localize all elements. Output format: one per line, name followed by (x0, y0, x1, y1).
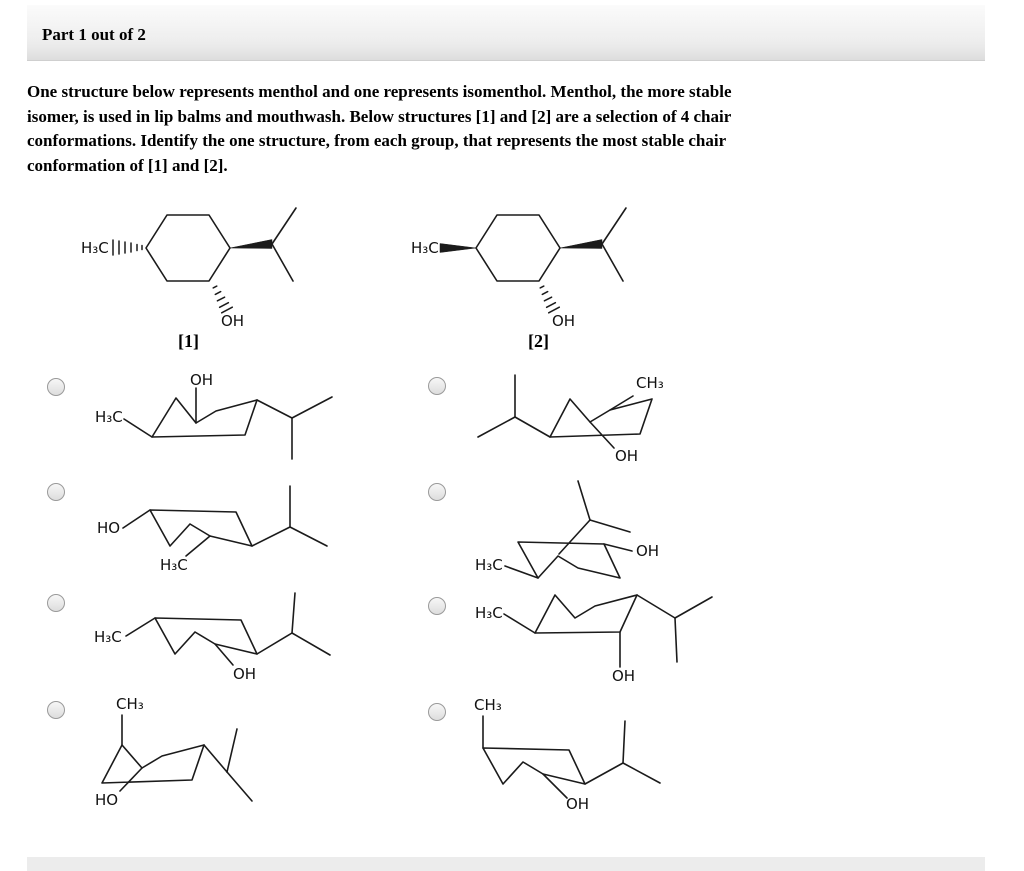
r1-methyl-label: CH₃ (636, 374, 664, 392)
structure-2-label: [2] (528, 331, 549, 351)
option-r1-drawing (478, 375, 652, 448)
l3-methyl-label: H₃C (94, 628, 122, 646)
structure-1-label: [1] (178, 331, 199, 351)
option-r3-drawing (504, 595, 712, 667)
question-line-3: conformations. Identify the one structure, from each group, that represents the most stable chair (27, 131, 727, 150)
structure-2-drawing (440, 208, 626, 313)
r4-hydroxyl-label: OH (566, 795, 590, 813)
radio-struct2-option2[interactable] (428, 483, 446, 501)
option-r4-drawing (483, 716, 660, 798)
question-line-4: conformation of [1] and [2]. (27, 155, 228, 175)
option-l2-drawing (123, 486, 327, 556)
structure-1-drawing (113, 208, 296, 313)
r3-methyl-label: H₃C (475, 604, 503, 622)
radio-struct1-option4[interactable] (47, 701, 65, 719)
r2-methyl-label: H₃C (475, 556, 503, 574)
r4-methyl-label: CH₃ (474, 696, 502, 714)
l1-methyl-label: H₃C (95, 408, 123, 426)
l2-hydroxyl-label: HO (97, 519, 121, 537)
r1-hydroxyl-label: OH (615, 447, 639, 465)
radio-struct1-option3[interactable] (47, 594, 65, 612)
option-l1-drawing (124, 388, 332, 459)
s2-methyl-label: H₃C (411, 239, 439, 257)
s2-hydroxyl-label: OH (552, 312, 576, 330)
option-r2-drawing (505, 481, 632, 578)
l1-hydroxyl-label: OH (190, 371, 214, 389)
r2-hydroxyl-label: OH (636, 542, 660, 560)
question-line-2: isomer, is used in lip balms and mouthwash. Below structures [1] and [2] are a selection of 4 chair (27, 106, 732, 126)
radio-struct1-option2[interactable] (47, 483, 65, 501)
s1-hydroxyl-label: OH (221, 312, 245, 330)
part-header-title: Part 1 out of 2 (42, 25, 146, 44)
question-line-1: One structure below represents menthol and one represents isomenthol. Menthol, the more stable (27, 82, 732, 101)
radio-struct2-option3[interactable] (428, 597, 446, 615)
l2-methyl-label: H₃C (160, 556, 188, 574)
l4-methyl-label: CH₃ (116, 695, 144, 713)
l4-hydroxyl-label: HO (95, 791, 119, 809)
radio-struct1-option1[interactable] (47, 378, 65, 396)
option-l4-drawing (102, 715, 252, 801)
r3-hydroxyl-label: OH (612, 667, 636, 685)
s1-methyl-label: H₃C (81, 239, 109, 257)
option-l3-drawing (126, 593, 330, 665)
radio-struct2-option4[interactable] (428, 703, 446, 721)
radio-struct2-option1[interactable] (428, 377, 446, 395)
next-section-bar (27, 857, 985, 871)
l3-hydroxyl-label: OH (233, 665, 257, 683)
